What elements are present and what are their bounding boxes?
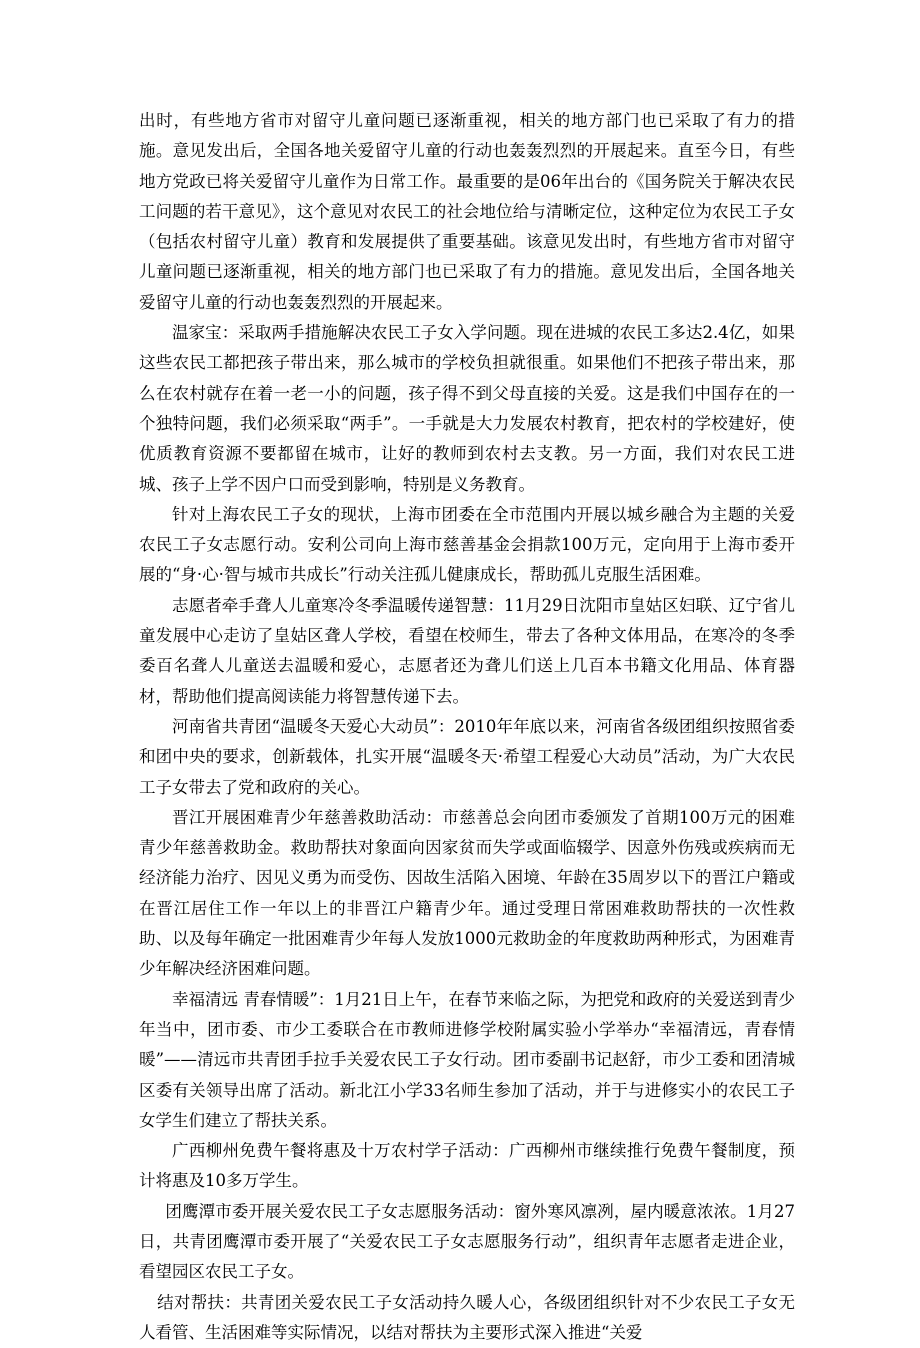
paragraph-8: 广西柳州免费午餐将惠及十万农村学子活动：广西柳州市继续推行免费午餐制度，预计将惠及10多万学生。 — [139, 1141, 795, 1191]
paragraph-1: 出时，有些地方省市对留守儿童问题已逐渐重视，相关的地方部门也已采取了有力的措施。意见发出后，全国各地关爱留守儿童的行动也轰轰烈烈的开展起来。直至今日，有些地方党政已将关爱留守儿童作为日常工作。最重要的是06年出台的《国务院关于解决农民工问题的若干意见》，这个意见对农民工的社会地位给与清晰定位，这种定位为农民工子女（包括农村留守儿童）教育和发展提供了重要基础。该意见发出时，有些地方省市对留守儿童问题已逐渐重视，相关的地方部门也已采取了有力的措施。意见发出后，全国各地关爱留守儿童的行动也轰轰烈烈的开展起来。 — [139, 111, 795, 312]
paragraph-6: 晋江开展困难青少年慈善救助活动：市慈善总会向团市委颁发了首期100万元的困难青少年慈善救助金。救助帮扶对象面向因家贫而失学或面临辍学、因意外伤残或疾病而无经济能力治疗、因见义勇为而受伤、因故生活陷入困境、年龄在35周岁以下的晋江户籍或在晋江居住工作一年以上的非晋江户籍青少年。通过受理日常困难救助帮扶的一次性救助、以及每年确定一批困难青少年每人发放1000元救助金的年度救助两种形式，为困难青少年解决经济困难问题。 — [139, 807, 795, 979]
paragraph-2: 温家宝：采取两手措施解决农民工子女入学问题。现在进城的农民工多达2.4亿，如果这些农民工都把孩子带出来，那么城市的学校负担就很重。如果他们不把孩子带出来，那么在农村就存在着一老一小的问题，孩子得不到父母直接的关爱。这是我们中国存在的一个独特问题，我们必须采取“两手”。一手就是大力发展农村教育，把农村的学校建好，使优质教育资源不要都留在城市，让好的教师到农村去支教。另一方面，我们对农民工进城、孩子上学不因户口而受到影响，特别是义务教育。 — [139, 323, 795, 494]
paragraph-9: 团鹰潭市委开展关爱农民工子女志愿服务活动：窗外寒风凛冽，屋内暖意浓浓。1月27日，共青团鹰潭市委开展了“关爱农民工子女志愿服务行动”，组织青年志愿者走进企业，看望园区农民工子女。 — [139, 1201, 795, 1282]
paragraph-3: 针对上海农民工子女的现状，上海市团委在全市范围内开展以城乡融合为主题的关爱农民工子女志愿行动。安利公司向上海市慈善基金会捐款100万元，定向用于上海市委开展的“身·心·智与城市共成长”行动关注孤儿健康成长，帮助孤儿克服生活困难。 — [139, 504, 795, 585]
paragraph-10: 结对帮扶：共青团关爱农民工子女活动持久暖人心，各级团组织针对不少农民工子女无人看管、生活困难等实际情况，以结对帮扶为主要形式深入推进“关爱 — [139, 1292, 795, 1342]
document-body — [139, 106, 795, 1348]
paragraph-5: 河南省共青团“温暖冬天爱心大动员”：2010年年底以来，河南省各级团组织按照省委和团中央的要求，创新载体，扎实开展“温暖冬天·希望工程爱心大动员”活动，为广大农民工子女带去了党和政府的关心。 — [139, 716, 795, 797]
paragraph-7: 幸福清远 青春情暖”：1月21日上午，在春节来临之际，为把党和政府的关爱送到青少年当中，团市委、市少工委联合在市教师进修学校附属实验小学举办“幸福清远，青春情暖”——清远市共青团手拉手关爱农民工子女行动。团市委副书记赵舒，市少工委和团清城区委有关领导出席了活动。新北江小学33名师生参加了活动，并于与进修实小的农民工子女学生们建立了帮扶关系。 — [139, 989, 795, 1130]
paragraph-4: 志愿者牵手聋人儿童寒冷冬季温暖传递智慧：11月29日沈阳市皇姑区妇联、辽宁省儿童发展中心走访了皇姑区聋人学校，看望在校师生，带去了各种文体用品，在寒冷的冬季委百名聋人儿童送去温暖和爱心，志愿者还为聋儿们送上几百本书籍文化用品、体育器材，帮助他们提高阅读能力将智慧传递下去。 — [139, 595, 795, 706]
